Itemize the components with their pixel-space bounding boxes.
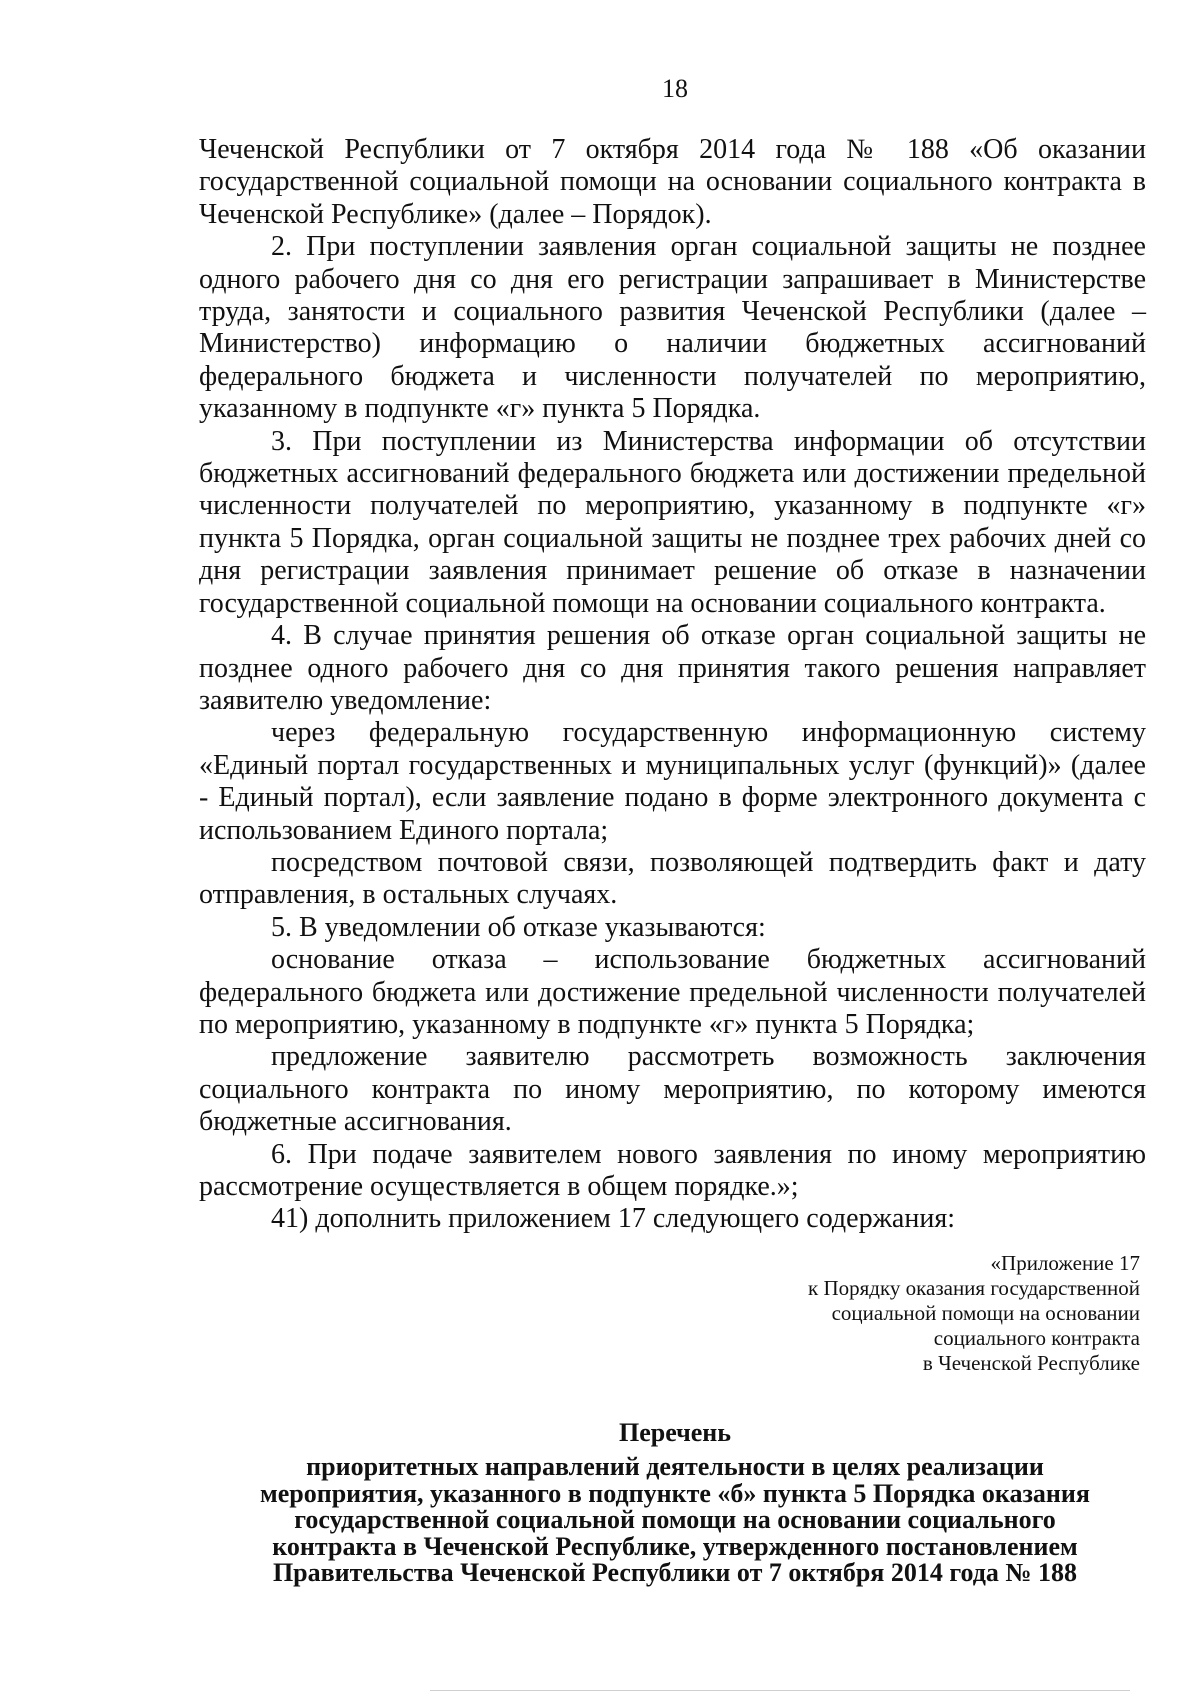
list-subtitle-line: мероприятия, указанного в подпункте «б» пункта 5 Порядка оказания	[260, 1478, 1090, 1508]
appendix-line: в Чеченской Республике	[922, 1351, 1140, 1375]
appendix-line: социальной помощи на основании	[831, 1301, 1140, 1325]
body-paragraph: Чеченской Республики от 7 октября 2014 года № 188 «Об оказании государственной социальной помощи на основании социального контракта в Чеченской Республике» (далее – Порядок).	[199, 134, 1146, 230]
body-paragraph: основание отказа – использование бюджетных ассигнований федерального бюджета или достижение предельной численности получателей по мероприятию, указанному в подпункте «г» пункта 5 Порядка;	[199, 944, 1146, 1040]
body-paragraph: посредством почтовой связи, позволяющей подтвердить факт и дату отправления, в остальных случаях.	[199, 846, 1146, 911]
list-subtitle-line: контракта в Чеченской Республике, утвержденного постановлением	[272, 1531, 1078, 1561]
appendix-line: «Приложение 17	[990, 1251, 1140, 1275]
appendix-header	[660, 1251, 1140, 1376]
list-subtitle	[200, 1454, 1150, 1587]
list-title: Перечень	[618, 1418, 732, 1447]
list-subtitle-line: приоритетных направлений деятельности в целях реализации	[306, 1452, 1044, 1481]
body-paragraph: предложение заявителю рассмотреть возможность заключения социального контракта по иному мероприятию, по которому имеются бюджетные ассигнования.	[199, 1041, 1146, 1138]
list-subtitle-line: государственной социальной помощи на основании социального	[294, 1505, 1056, 1534]
body-paragraph: 2. При поступлении заявления орган социальной защиты не позднее одного рабочего дня со дня его регистрации запрашивает в Министерстве труда, занятости и социального развития Чеченской Республики (далее – Министерство) информацию о наличии бюджетных ассигнований федерального бюджета и численности получателей по мероприятию, указанному в подпункте «г» пункта 5 Порядка.	[199, 231, 1146, 425]
body-paragraph: 5. В уведомлении об отказе указываются:	[271, 911, 766, 943]
body-paragraph: 6. При подаче заявителем нового заявления по иному мероприятию рассмотрение осуществляется в общем порядке.»;	[199, 1138, 1146, 1202]
appendix-line: социального контракта	[933, 1326, 1140, 1350]
body-paragraph: 41) дополнить приложением 17 следующего содержания:	[271, 1203, 955, 1235]
body-paragraph: 4. В случае принятия решения об отказе орган социальной защиты не позднее одного рабочего дня со дня принятия такого решения направляет заявителю уведомление:	[199, 620, 1146, 716]
body-paragraph: 3. При поступлении из Министерства информации об отсутствии бюджетных ассигнований федерального бюджета или достижении предельной численности получателей по мероприятию, указанному в подпункте «г» пункта 5 Порядка, орган социальной защиты не позднее трех рабочих дней со дня регистрации заявления принимает решение об отказе в назначении государственной социальной помощи на основании социального контракта.	[199, 425, 1146, 619]
page-number: 18	[662, 74, 688, 103]
appendix-line: к Порядку оказания государственной	[808, 1276, 1140, 1300]
document-body	[199, 134, 1146, 1236]
body-paragraph: через федеральную государственную информационную систему «Единый портал государственных и муниципальных услуг (функций)» (далее - Единый портал), если заявление подано в форме электронного документа с использованием Единого портала;	[199, 717, 1146, 846]
list-subtitle-line: Правительства Чеченской Республики от 7 октября 2014 года № 188	[272, 1558, 1078, 1587]
scan-edge-line	[430, 1690, 1130, 1691]
